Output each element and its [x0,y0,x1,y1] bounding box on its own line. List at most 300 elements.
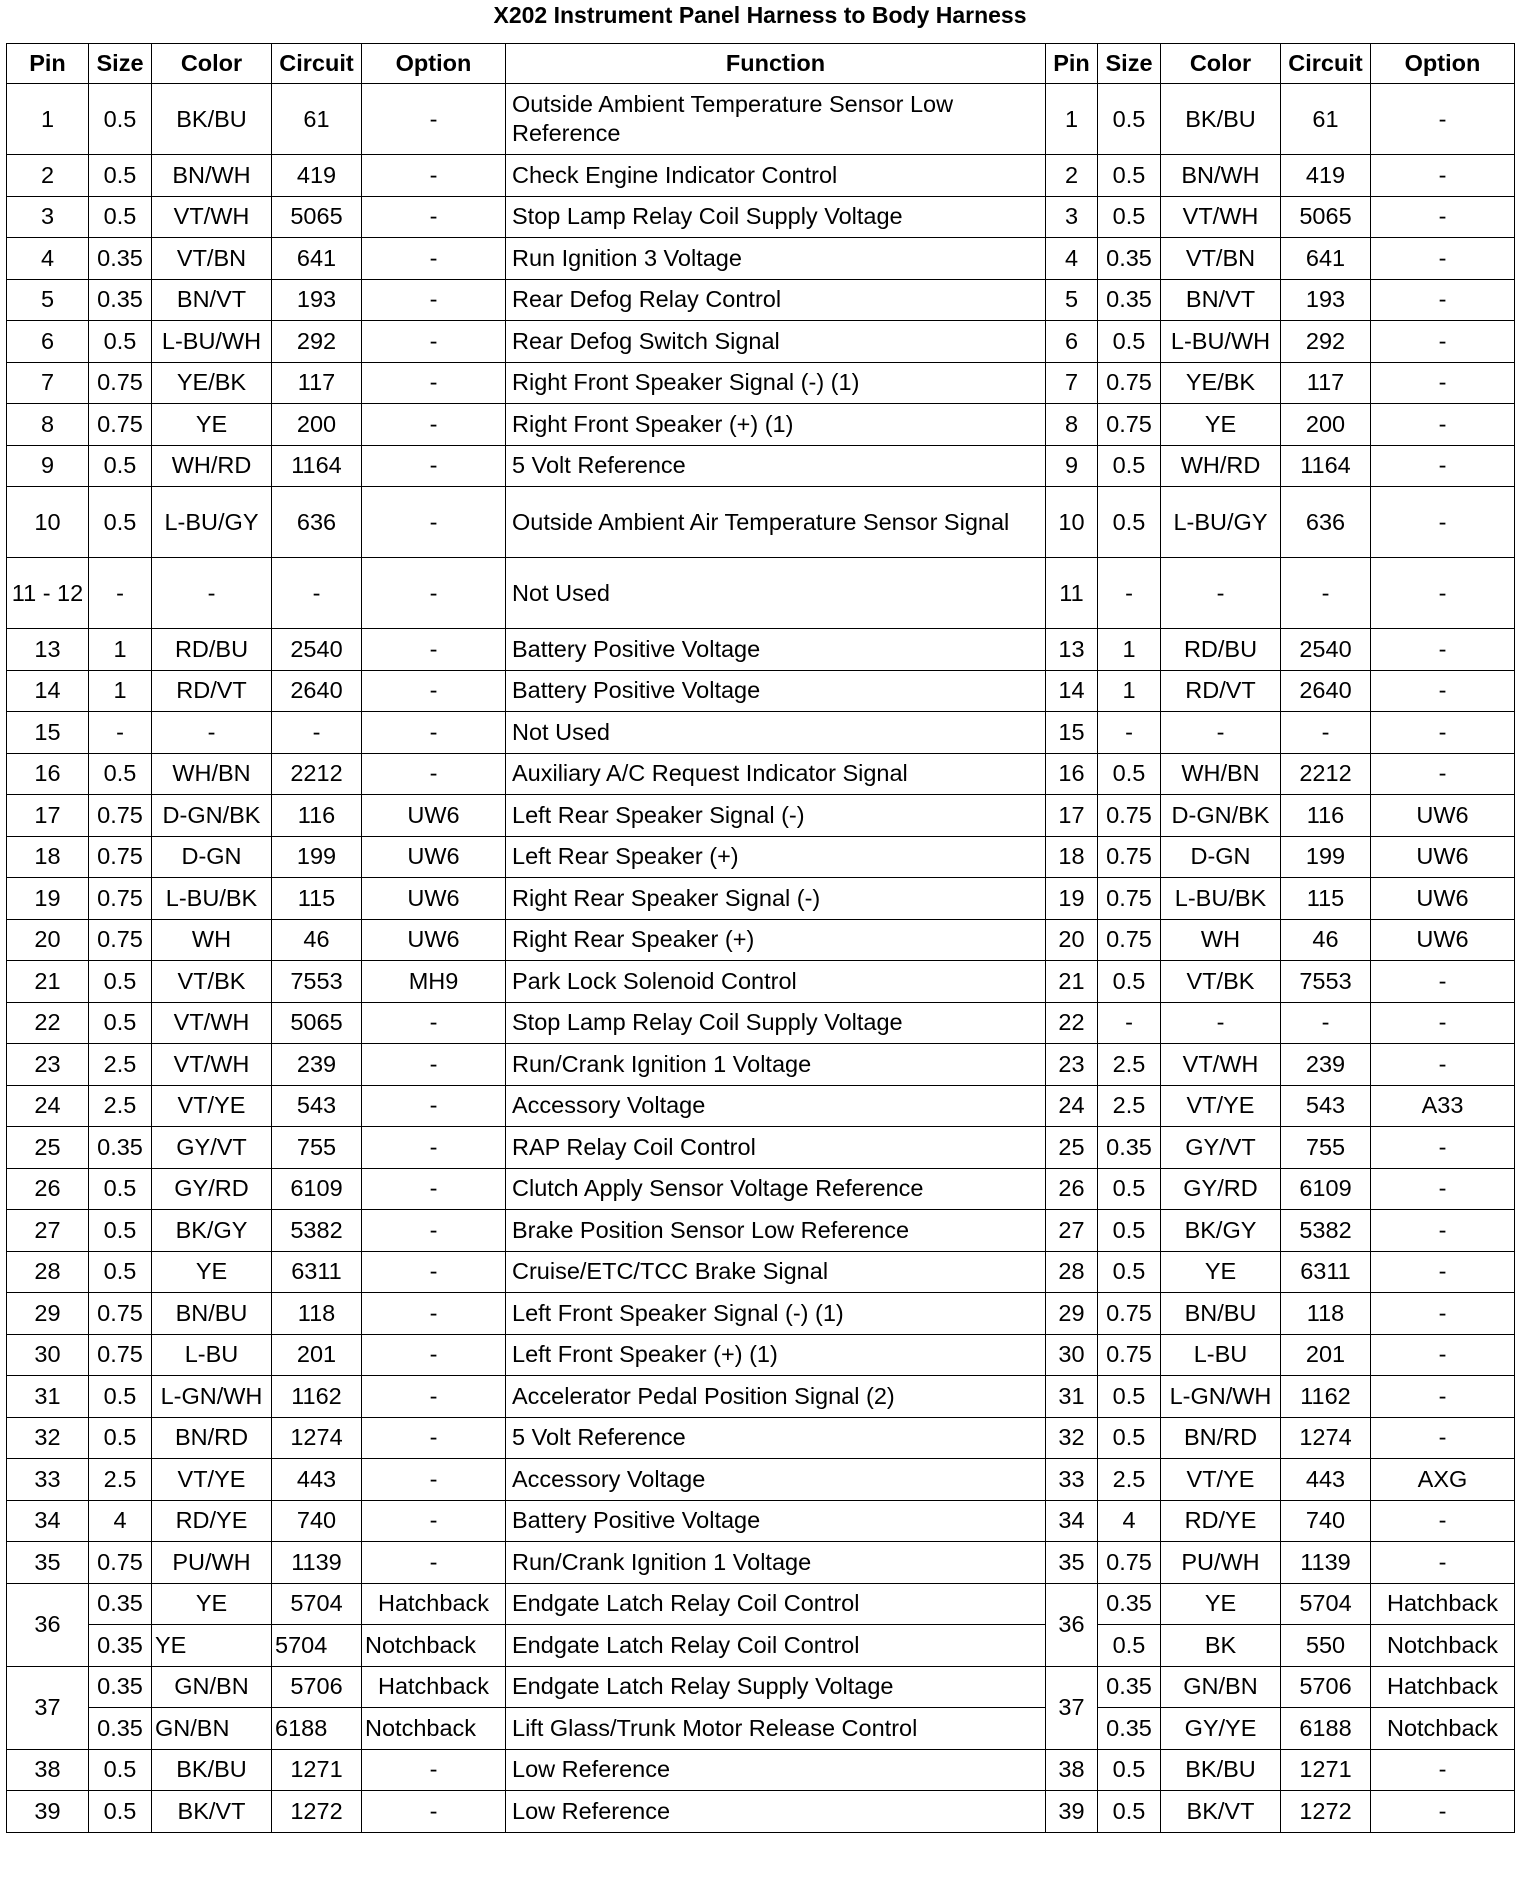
cell-right-color: GY/RD [1161,1168,1281,1210]
header-size: Size [89,44,152,84]
cell-circuit: 199 [272,836,362,878]
cell-right-option: UW6 [1371,878,1515,920]
cell-right-option: - [1371,155,1515,197]
cell-pin: 32 [7,1417,89,1459]
cell-right-size: 0.35 [1098,279,1161,321]
cell-circuit: 6109 [272,1168,362,1210]
header-row [7,44,1515,84]
cell-circuit: 7553 [272,961,362,1003]
cell-right-size: 1 [1098,629,1161,671]
cell-color: VT/BN [152,238,272,280]
connector-pinout-table [6,43,1515,1833]
cell-right-size: 0.75 [1098,836,1161,878]
cell-size: 0.35 [89,1666,152,1708]
cell-pin: 29 [7,1293,89,1335]
cell-pin: 37 [7,1666,89,1749]
cell-option: - [362,753,506,795]
cell-right-option: - [1371,1002,1515,1044]
cell-size: 0.75 [89,1334,152,1376]
cell-function: Clutch Apply Sensor Voltage Reference [506,1168,1046,1210]
table-row [7,1791,1515,1833]
header-option: Option [362,44,506,84]
cell-pin: 36 [7,1583,89,1666]
cell-option: UW6 [362,878,506,920]
cell-circuit: 5065 [272,1002,362,1044]
cell-function: Outside Ambient Air Temperature Sensor Signal [506,487,1046,558]
cell-circuit: 5706 [272,1666,362,1708]
cell-right-pin: 32 [1046,1417,1098,1459]
cell-right-circuit: 5706 [1281,1666,1371,1708]
cell-function: Right Rear Speaker Signal (-) [506,878,1046,920]
cell-option: - [362,404,506,446]
cell-right-color: VT/BK [1161,961,1281,1003]
cell-option: - [362,321,506,363]
cell-circuit: 201 [272,1334,362,1376]
table-row [7,1002,1515,1044]
cell-size: 2.5 [89,1459,152,1501]
cell-right-option: - [1371,670,1515,712]
table-row [7,1334,1515,1376]
table-row [7,1459,1515,1501]
cell-color: YE [152,1583,272,1625]
cell-color: BN/BU [152,1293,272,1335]
cell-option: - [362,1791,506,1833]
cell-right-option: A33 [1371,1085,1515,1127]
cell-right-color: BK [1161,1625,1281,1667]
cell-option: - [362,1749,506,1791]
cell-right-option: - [1371,1376,1515,1418]
cell-color: GN/BN [152,1708,272,1750]
cell-pin: 26 [7,1168,89,1210]
cell-size: - [89,712,152,754]
cell-circuit: 641 [272,238,362,280]
cell-size: 0.5 [89,961,152,1003]
cell-circuit: 61 [272,84,362,155]
cell-right-size: 0.5 [1098,1251,1161,1293]
cell-option: MH9 [362,961,506,1003]
cell-option: UW6 [362,836,506,878]
cell-right-option: - [1371,279,1515,321]
cell-right-circuit: 1164 [1281,445,1371,487]
cell-right-color: VT/YE [1161,1459,1281,1501]
cell-option: - [362,1542,506,1584]
cell-pin: 28 [7,1251,89,1293]
cell-circuit: 239 [272,1044,362,1086]
cell-function: Stop Lamp Relay Coil Supply Voltage [506,196,1046,238]
cell-right-size: 0.35 [1098,1708,1161,1750]
cell-option: UW6 [362,919,506,961]
cell-right-circuit: 1271 [1281,1749,1371,1791]
cell-circuit: - [272,712,362,754]
cell-right-size: 0.75 [1098,404,1161,446]
table-row [7,836,1515,878]
cell-pin: 31 [7,1376,89,1418]
cell-color: L-BU/GY [152,487,272,558]
cell-right-color: PU/WH [1161,1542,1281,1584]
cell-color: L-BU/WH [152,321,272,363]
table-row [7,1625,1515,1667]
cell-option: - [362,1376,506,1418]
cell-function: Endgate Latch Relay Supply Voltage [506,1666,1046,1708]
table-row [7,1542,1515,1584]
cell-right-size: 2.5 [1098,1044,1161,1086]
cell-function: Rear Defog Relay Control [506,279,1046,321]
cell-right-circuit: 6311 [1281,1251,1371,1293]
cell-color: L-BU [152,1334,272,1376]
cell-right-pin: 23 [1046,1044,1098,1086]
cell-color: YE [152,1251,272,1293]
cell-size: 0.5 [89,1168,152,1210]
table-row [7,712,1515,754]
cell-option: - [362,1127,506,1169]
cell-function: Battery Positive Voltage [506,1500,1046,1542]
cell-right-size: 4 [1098,1500,1161,1542]
cell-right-option: UW6 [1371,836,1515,878]
table-row [7,753,1515,795]
cell-right-pin: 13 [1046,629,1098,671]
cell-color: WH/BN [152,753,272,795]
cell-right-pin: 19 [1046,878,1098,920]
cell-right-size: 0.5 [1098,1417,1161,1459]
cell-size: 0.75 [89,919,152,961]
cell-option: - [362,1085,506,1127]
cell-right-circuit: 193 [1281,279,1371,321]
table-row [7,1749,1515,1791]
cell-right-color: YE/BK [1161,362,1281,404]
cell-right-color: BK/VT [1161,1791,1281,1833]
cell-circuit: 115 [272,878,362,920]
cell-right-pin: 28 [1046,1251,1098,1293]
cell-right-pin: 15 [1046,712,1098,754]
table-row [7,155,1515,197]
cell-option: - [362,1044,506,1086]
cell-right-pin: 8 [1046,404,1098,446]
cell-right-color: - [1161,712,1281,754]
cell-right-color: YE [1161,1251,1281,1293]
cell-color: GY/VT [152,1127,272,1169]
cell-circuit: 636 [272,487,362,558]
header-function: Function [506,44,1046,84]
cell-right-size: - [1098,558,1161,629]
cell-function: Check Engine Indicator Control [506,155,1046,197]
cell-right-color: BN/RD [1161,1417,1281,1459]
table-row [7,1293,1515,1335]
cell-option: - [362,712,506,754]
cell-right-color: VT/YE [1161,1085,1281,1127]
cell-color: BN/RD [152,1417,272,1459]
cell-size: 1 [89,670,152,712]
cell-right-color: GY/VT [1161,1127,1281,1169]
cell-pin: 15 [7,712,89,754]
cell-right-option: - [1371,238,1515,280]
cell-right-size: 0.75 [1098,878,1161,920]
cell-right-circuit: 419 [1281,155,1371,197]
cell-right-circuit: 5065 [1281,196,1371,238]
cell-function: Endgate Latch Relay Coil Control [506,1625,1046,1667]
cell-size: 0.5 [89,1749,152,1791]
cell-right-option: - [1371,1542,1515,1584]
cell-right-size: 0.75 [1098,1542,1161,1584]
cell-right-color: BN/VT [1161,279,1281,321]
cell-right-circuit: 199 [1281,836,1371,878]
cell-right-size: - [1098,712,1161,754]
cell-right-size: 0.5 [1098,445,1161,487]
table-row [7,487,1515,558]
cell-pin: 35 [7,1542,89,1584]
cell-right-pin: 10 [1046,487,1098,558]
cell-right-circuit: 201 [1281,1334,1371,1376]
cell-function: Outside Ambient Temperature Sensor Low Reference [506,84,1046,155]
cell-function: 5 Volt Reference [506,445,1046,487]
cell-right-option: Notchback [1371,1625,1515,1667]
cell-size: 0.5 [89,753,152,795]
cell-function: Not Used [506,712,1046,754]
cell-color: VT/WH [152,1044,272,1086]
cell-right-size: 0.75 [1098,919,1161,961]
cell-color: - [152,712,272,754]
cell-right-circuit: 1162 [1281,1376,1371,1418]
cell-function: Low Reference [506,1791,1046,1833]
cell-right-pin: 39 [1046,1791,1098,1833]
cell-option: Notchback [362,1625,506,1667]
cell-right-option: - [1371,712,1515,754]
cell-right-option: - [1371,84,1515,155]
cell-right-color: YE [1161,1583,1281,1625]
cell-size: 1 [89,629,152,671]
table-row [7,1376,1515,1418]
cell-circuit: 1271 [272,1749,362,1791]
cell-circuit: 292 [272,321,362,363]
cell-function: Stop Lamp Relay Coil Supply Voltage [506,1002,1046,1044]
cell-function: Rear Defog Switch Signal [506,321,1046,363]
cell-size: 0.75 [89,1293,152,1335]
cell-right-size: 1 [1098,670,1161,712]
cell-right-size: 0.5 [1098,753,1161,795]
cell-option: - [362,1293,506,1335]
cell-size: 0.5 [89,155,152,197]
cell-function: Right Front Speaker Signal (-) (1) [506,362,1046,404]
cell-color: VT/WH [152,196,272,238]
table-row [7,238,1515,280]
table-row [7,1210,1515,1252]
cell-right-pin: 3 [1046,196,1098,238]
cell-pin: 5 [7,279,89,321]
cell-size: 0.5 [89,487,152,558]
cell-right-pin: 17 [1046,795,1098,837]
cell-option: - [362,629,506,671]
cell-right-option: - [1371,753,1515,795]
cell-circuit: 2212 [272,753,362,795]
cell-right-circuit: 200 [1281,404,1371,446]
table-row [7,558,1515,629]
cell-right-color: D-GN/BK [1161,795,1281,837]
cell-right-size: 0.35 [1098,1127,1161,1169]
cell-circuit: 1274 [272,1417,362,1459]
cell-right-option: - [1371,196,1515,238]
cell-pin: 1 [7,84,89,155]
cell-right-option: UW6 [1371,795,1515,837]
cell-size: 0.5 [89,321,152,363]
cell-pin: 39 [7,1791,89,1833]
cell-function: Run/Crank Ignition 1 Voltage [506,1044,1046,1086]
cell-right-color: WH/BN [1161,753,1281,795]
cell-pin: 23 [7,1044,89,1086]
cell-option: - [362,1168,506,1210]
cell-option: UW6 [362,795,506,837]
cell-right-color: WH/RD [1161,445,1281,487]
cell-right-color: WH [1161,919,1281,961]
cell-circuit: 419 [272,155,362,197]
cell-right-size: 0.5 [1098,1791,1161,1833]
cell-right-circuit: 2540 [1281,629,1371,671]
cell-size: 0.35 [89,1708,152,1750]
cell-right-pin: 5 [1046,279,1098,321]
cell-option: - [362,1334,506,1376]
cell-circuit: 2540 [272,629,362,671]
cell-right-size: 0.5 [1098,196,1161,238]
cell-right-size: 0.35 [1098,1583,1161,1625]
cell-right-size: 0.5 [1098,1168,1161,1210]
cell-circuit: 46 [272,919,362,961]
cell-pin: 17 [7,795,89,837]
cell-function: Run Ignition 3 Voltage [506,238,1046,280]
cell-circuit: 6311 [272,1251,362,1293]
cell-color: L-GN/WH [152,1376,272,1418]
cell-size: 0.75 [89,795,152,837]
table-row [7,196,1515,238]
header-right-option: Option [1371,44,1515,84]
cell-function: Left Front Speaker (+) (1) [506,1334,1046,1376]
cell-right-color: - [1161,558,1281,629]
cell-right-pin: 25 [1046,1127,1098,1169]
cell-circuit: 118 [272,1293,362,1335]
table-row [7,84,1515,155]
cell-color: GN/BN [152,1666,272,1708]
cell-option: - [362,196,506,238]
cell-right-size: 0.5 [1098,1376,1161,1418]
table-row [7,362,1515,404]
table-row [7,1500,1515,1542]
cell-right-circuit: 61 [1281,84,1371,155]
cell-color: BK/GY [152,1210,272,1252]
cell-size: 2.5 [89,1044,152,1086]
cell-right-option: - [1371,961,1515,1003]
cell-right-color: RD/BU [1161,629,1281,671]
cell-color: BK/VT [152,1791,272,1833]
cell-right-color: L-BU [1161,1334,1281,1376]
cell-pin: 10 [7,487,89,558]
cell-pin: 30 [7,1334,89,1376]
table-row [7,321,1515,363]
cell-function: Battery Positive Voltage [506,629,1046,671]
cell-right-option: - [1371,1417,1515,1459]
cell-right-pin: 22 [1046,1002,1098,1044]
cell-pin: 22 [7,1002,89,1044]
cell-pin: 24 [7,1085,89,1127]
cell-function: Auxiliary A/C Request Indicator Signal [506,753,1046,795]
cell-color: - [152,558,272,629]
cell-right-option: Hatchback [1371,1583,1515,1625]
cell-right-pin: 30 [1046,1334,1098,1376]
header-right-size: Size [1098,44,1161,84]
cell-right-color: L-BU/GY [1161,487,1281,558]
cell-right-pin: 26 [1046,1168,1098,1210]
cell-function: Left Rear Speaker (+) [506,836,1046,878]
cell-right-circuit: 641 [1281,238,1371,280]
cell-right-pin: 20 [1046,919,1098,961]
cell-size: 0.35 [89,279,152,321]
cell-right-circuit: 116 [1281,795,1371,837]
cell-right-pin: 4 [1046,238,1098,280]
cell-function: Left Front Speaker Signal (-) (1) [506,1293,1046,1335]
cell-right-pin: 2 [1046,155,1098,197]
cell-circuit: 443 [272,1459,362,1501]
cell-circuit: 755 [272,1127,362,1169]
cell-right-size: 0.75 [1098,1293,1161,1335]
cell-right-size: 0.5 [1098,487,1161,558]
cell-right-circuit: 5704 [1281,1583,1371,1625]
cell-size: 2.5 [89,1085,152,1127]
cell-right-circuit: 443 [1281,1459,1371,1501]
cell-right-size: 0.5 [1098,1749,1161,1791]
cell-circuit: 5065 [272,196,362,238]
cell-size: 0.5 [89,1417,152,1459]
cell-function: RAP Relay Coil Control [506,1127,1046,1169]
cell-option: - [362,362,506,404]
cell-color: BK/BU [152,1749,272,1791]
cell-right-pin: 31 [1046,1376,1098,1418]
cell-color: VT/YE [152,1459,272,1501]
cell-right-circuit: 2640 [1281,670,1371,712]
cell-right-option: - [1371,558,1515,629]
cell-circuit: 193 [272,279,362,321]
cell-right-pin: 24 [1046,1085,1098,1127]
cell-right-color: RD/VT [1161,670,1281,712]
cell-right-circuit: 6109 [1281,1168,1371,1210]
cell-right-pin: 29 [1046,1293,1098,1335]
cell-right-circuit: 1274 [1281,1417,1371,1459]
cell-right-circuit: 5382 [1281,1210,1371,1252]
cell-option: - [362,1500,506,1542]
cell-right-size: 0.75 [1098,795,1161,837]
cell-right-circuit: - [1281,712,1371,754]
cell-size: 0.35 [89,1583,152,1625]
cell-circuit: 5704 [272,1583,362,1625]
cell-right-option: - [1371,1210,1515,1252]
cell-right-circuit: 543 [1281,1085,1371,1127]
table-row [7,1085,1515,1127]
table-row [7,1168,1515,1210]
cell-right-circuit: 1272 [1281,1791,1371,1833]
cell-right-circuit: 46 [1281,919,1371,961]
cell-right-circuit: - [1281,558,1371,629]
cell-pin: 9 [7,445,89,487]
cell-pin: 38 [7,1749,89,1791]
cell-function: Accessory Voltage [506,1459,1046,1501]
cell-function: Run/Crank Ignition 1 Voltage [506,1542,1046,1584]
cell-option: - [362,670,506,712]
cell-right-size: 0.75 [1098,362,1161,404]
cell-pin: 19 [7,878,89,920]
cell-right-option: UW6 [1371,919,1515,961]
cell-function: Accessory Voltage [506,1085,1046,1127]
cell-color: YE [152,1625,272,1667]
cell-pin: 2 [7,155,89,197]
cell-right-size: 0.5 [1098,961,1161,1003]
cell-right-color: GN/BN [1161,1666,1281,1708]
cell-right-circuit: 1139 [1281,1542,1371,1584]
cell-right-pin: 27 [1046,1210,1098,1252]
